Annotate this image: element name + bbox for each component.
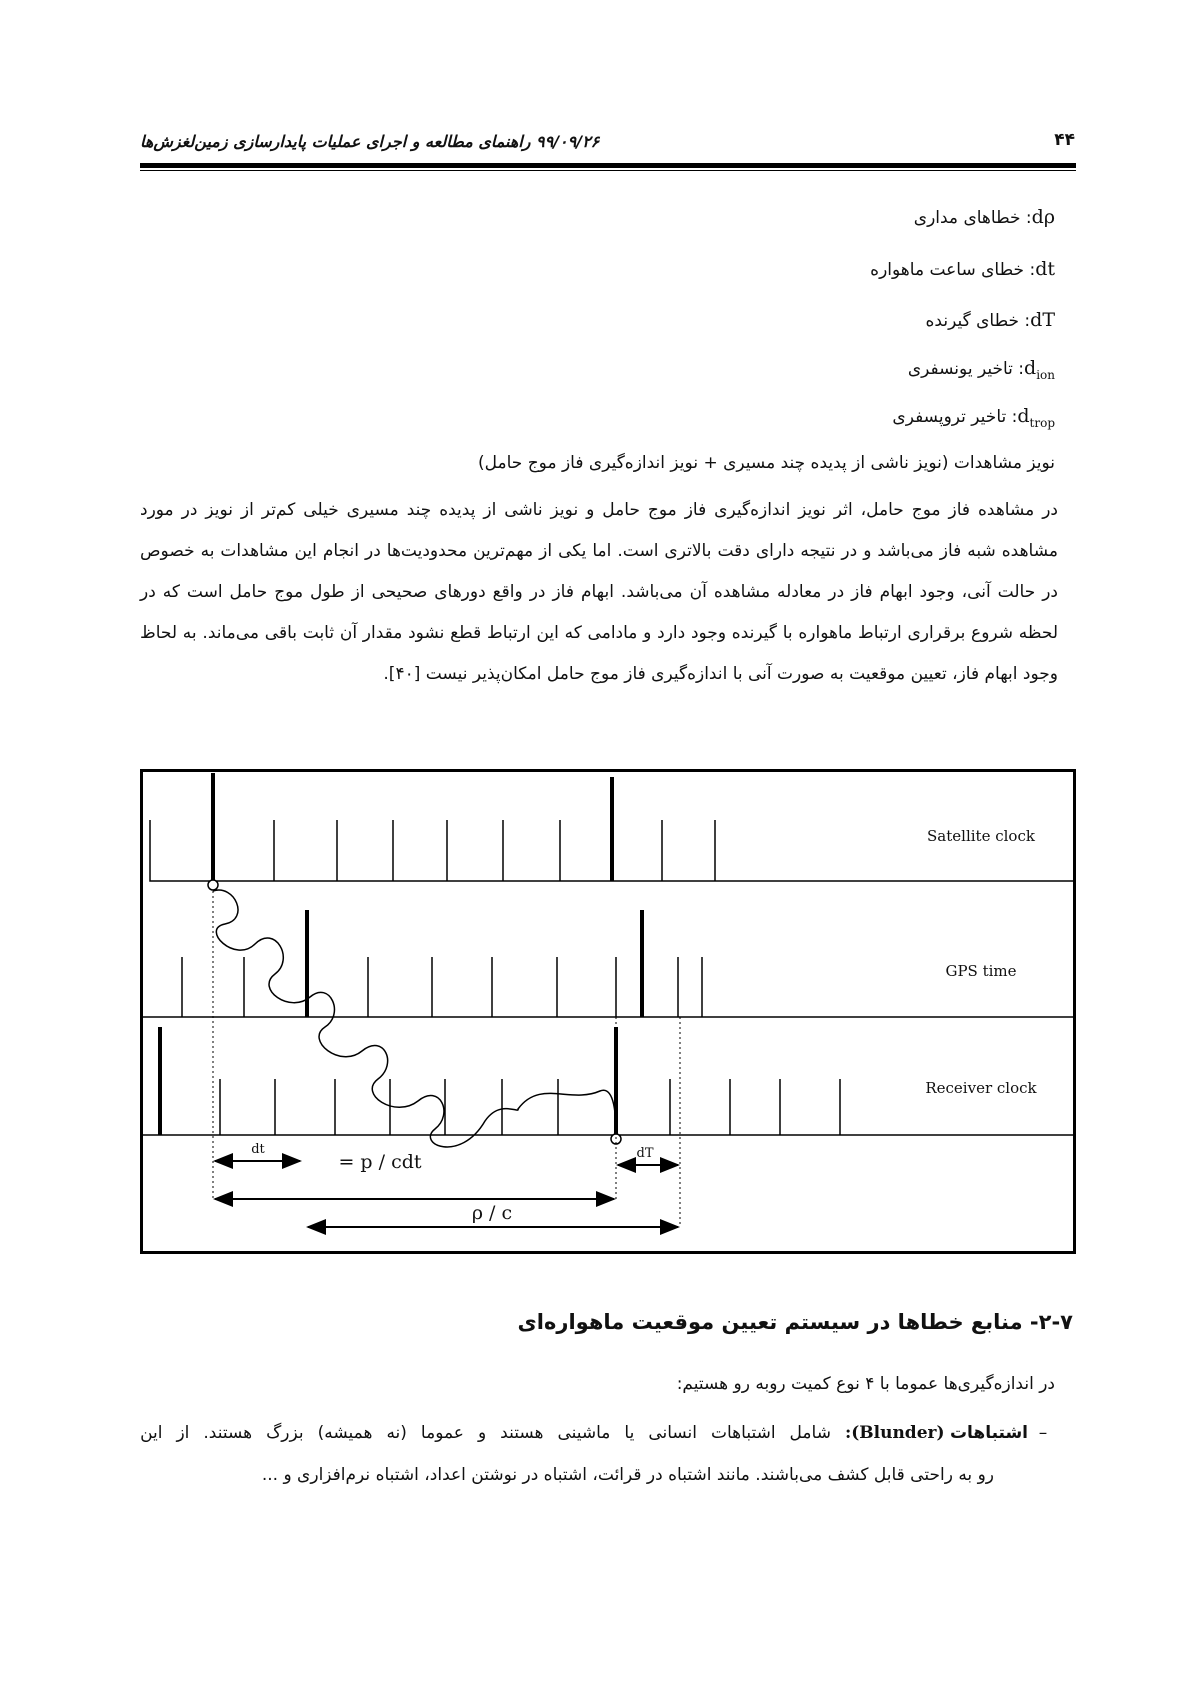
timing-diagram [140, 769, 1076, 1254]
bullet-lead [845, 1412, 1058, 1454]
symbol: dT [1030, 309, 1055, 331]
bullet-word: هستند. [203, 1423, 253, 1443]
body-paragraph [140, 490, 1058, 695]
signal-wave [213, 890, 616, 1147]
measurement-arrows [215, 1161, 678, 1227]
bullet-term: اشتباهات [949, 1423, 1028, 1443]
header-rule-thin [140, 170, 1076, 171]
bullet-item-blunder [140, 1412, 1058, 1496]
page-number: ۴۴ [1054, 130, 1075, 150]
bullet-word: انسانی [648, 1423, 698, 1443]
bullet-dash: – [1038, 1423, 1048, 1443]
bullet-word: (نه [386, 1423, 407, 1443]
bullet-word: ماشینی [557, 1423, 611, 1443]
bullet-word: یا [624, 1423, 635, 1443]
definition-text: : خطای ساعت ماهواره [870, 260, 1036, 280]
bullet-word: از [176, 1423, 190, 1443]
label-dT: dT [636, 1146, 654, 1161]
row-label-satellite-clock: Satellite clock [927, 827, 1035, 845]
bullet-line-2: رو به راحتی قابل کشف می‌باشند. مانند اشتباه در قرائت، اشتباه در نوشتن اعداد، اشتباه نرم‌افزاری و ... [261, 1465, 994, 1485]
symbol: dρ [1031, 206, 1055, 228]
definition-ionospheric-delay [908, 357, 1055, 382]
section-intro: در اندازه‌گیری‌ها عموما با ۴ نوع کمیت روبه رو هستیم: [676, 1374, 1055, 1394]
row-label-gps-time: GPS time [945, 962, 1017, 980]
header-rule [140, 163, 1076, 168]
bullet-latin-term: (Blunder): [844, 1423, 945, 1443]
label-rho-c: ρ / c [471, 1202, 513, 1224]
bullet-word: این [140, 1423, 163, 1443]
bullet-word: بزرگ [266, 1423, 304, 1443]
symbol: $d_{trop}$ [1017, 405, 1055, 430]
gps-time-row [141, 910, 1075, 1017]
label-p-cdt: = p / cdt [338, 1151, 422, 1173]
bullet-word: همیشه) [317, 1423, 373, 1443]
bullet-word: اشتباهات [711, 1423, 776, 1443]
section-heading: ۲-۷- منابع خطاها در سیستم تعیین موقعیت ماهواره‌ای [517, 1310, 1073, 1334]
gps-timing-figure [140, 769, 1076, 1254]
definition-tropospheric-delay [892, 405, 1055, 430]
bullet-word: و [477, 1423, 487, 1443]
running-header-title: ۹۹/۰۹/۲۶ راهنمای مطالعه و اجرای عملیات پایدارسازی زمین‌لغزش‌ها [140, 132, 600, 151]
label-dt: dt [251, 1142, 265, 1157]
definition-text: : تاخیر یونسفری [907, 359, 1025, 379]
bullet-word: هستند [500, 1423, 544, 1443]
symbol: dt [1035, 258, 1055, 280]
definition-text: : خطاهای مداری [913, 208, 1032, 228]
definition-text: : تاخیر تروپسفری [892, 407, 1018, 427]
definition-receiver-error [926, 309, 1055, 331]
symbol: $d_{ion}$ [1024, 357, 1055, 382]
bullet-line-1 [140, 1412, 1058, 1454]
definition-satellite-clock-error [870, 258, 1055, 280]
bullet-word: عموما [420, 1423, 464, 1443]
paragraph-text: در مشاهده فاز موج حامل، اثر نویز اندازه‌گیری فاز موج حامل و نویز ناشی از پدیده چند مسیری خیلی کم‌تر از نویز در مورد مشاهده شبه فاز می‌باشد و در نتیجه دارای دقت بالاتری است. اما یکی از مهم‌ترین محدودیت‌ها در انجام این مشاهدات به خصوص در حالت آنی، وجود ابهام فاز در معادله مشاهده آن می‌باشد. ابهام فاز در واقع دورهای صحیحی از طول موج حامل است که در لحظه شروع برقراری ارتباط ماهواره با گیرنده وجود دارد و مادامی که این ارتباط قطع نشود مقدار آن ثابت باقی می‌ماند. به لحاظ وجود ابهام فاز، تعیین موقعیت به صورت آنی با اندازه‌گیری فاز موج حامل امکان‌پذیر نیست [۴۰]. [140, 500, 1058, 684]
bullet-word: شامل [789, 1423, 831, 1443]
noise-definition: نویز مشاهدات (نویز ناشی از پدیده چند مسیری + نویز اندازه‌گیری فاز موج حامل) [478, 453, 1055, 473]
definition-orbit-error [914, 206, 1055, 228]
definition-text: : خطای گیرنده [925, 311, 1031, 331]
row-label-receiver-clock: Receiver clock [925, 1079, 1037, 1097]
dotted-guides [213, 891, 680, 1227]
